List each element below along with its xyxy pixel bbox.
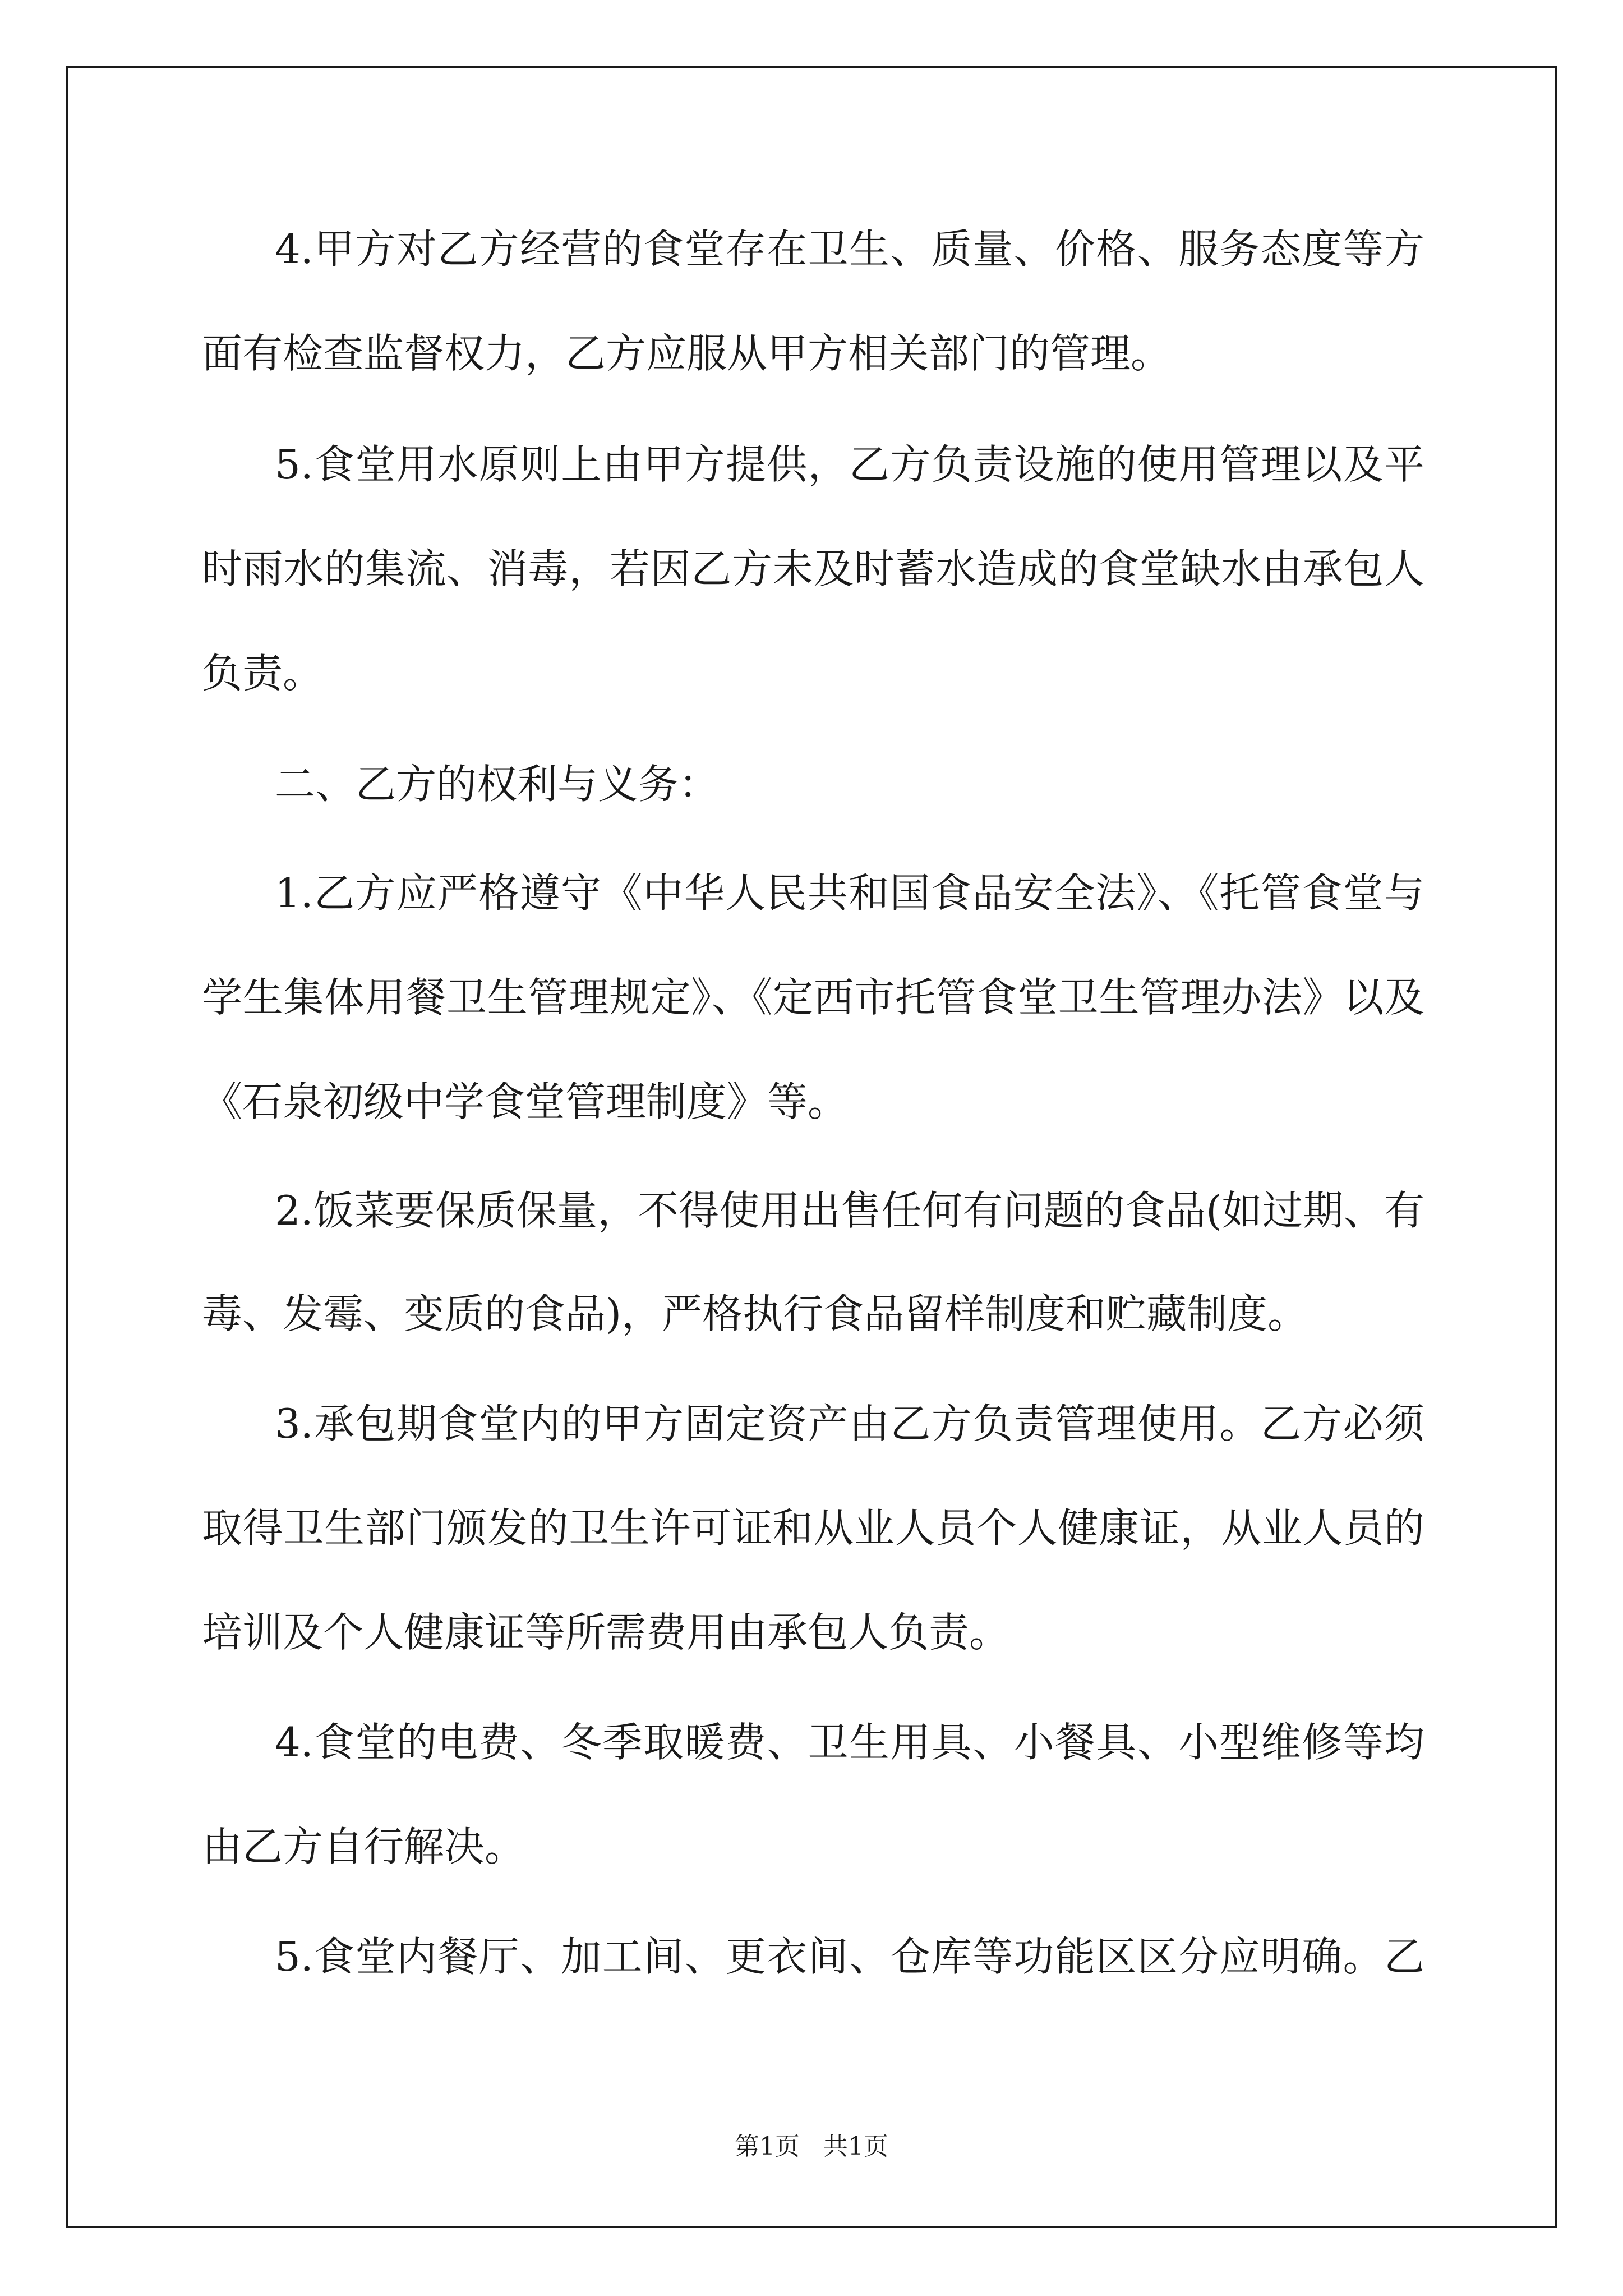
paragraph-line: 5.食堂用水原则上由甲方提供，乙方负责设施的使用管理以及平 xyxy=(275,441,1424,488)
paragraph-line: 取得卫生部门颁发的卫生许可证和从业人员个人健康证，从业人员的 xyxy=(202,1504,1424,1552)
paragraph-line: 由乙方自行解决。 xyxy=(202,1823,525,1870)
paragraph-line: 1.乙方应严格遵守《中华人民共和国食品安全法》、《托管食堂与 xyxy=(275,869,1424,917)
section-heading: 二、乙方的权利与义务： xyxy=(275,761,720,808)
paragraph-line: 4.甲方对乙方经营的食堂存在卫生、质量、价格、服务态度等方 xyxy=(275,226,1424,273)
paragraph-line: 负责。 xyxy=(202,650,324,697)
paragraph-line: 4.食堂的电费、冬季取暖费、卫生用具、小餐具、小型维修等均 xyxy=(275,1719,1424,1766)
paragraph-line: 面有检查监督权力，乙方应服从甲方相关部门的管理。 xyxy=(202,330,1172,377)
page-footer: 第1页 共1页 xyxy=(735,2132,888,2161)
paragraph-line: 3.承包期食堂内的甲方固定资产由乙方负责管理使用。乙方必须 xyxy=(275,1400,1424,1447)
paragraph-line: 学生集体用餐卫生管理规定》、《定西市托管食堂卫生管理办法》以及 xyxy=(202,974,1424,1021)
paragraph-line: 5.食堂内餐厅、加工间、更衣间、仓库等功能区区分应明确。乙 xyxy=(275,1933,1424,1980)
paragraph-line: 培训及个人健康证等所需费用由承包人负责。 xyxy=(202,1609,1010,1656)
paragraph-line: 《石泉初级中学食堂管理制度》等。 xyxy=(202,1078,849,1125)
paragraph-line: 毒、发霉、变质的食品)，严格执行食品留样制度和贮藏制度。 xyxy=(202,1290,1308,1337)
paragraph-line: 时雨水的集流、消毒，若因乙方未及时蓄水造成的食堂缺水由承包人 xyxy=(202,545,1424,592)
page-border xyxy=(66,66,1557,2228)
paragraph-line: 2.饭菜要保质保量，不得使用出售任何有问题的食品(如过期、有 xyxy=(275,1187,1424,1234)
